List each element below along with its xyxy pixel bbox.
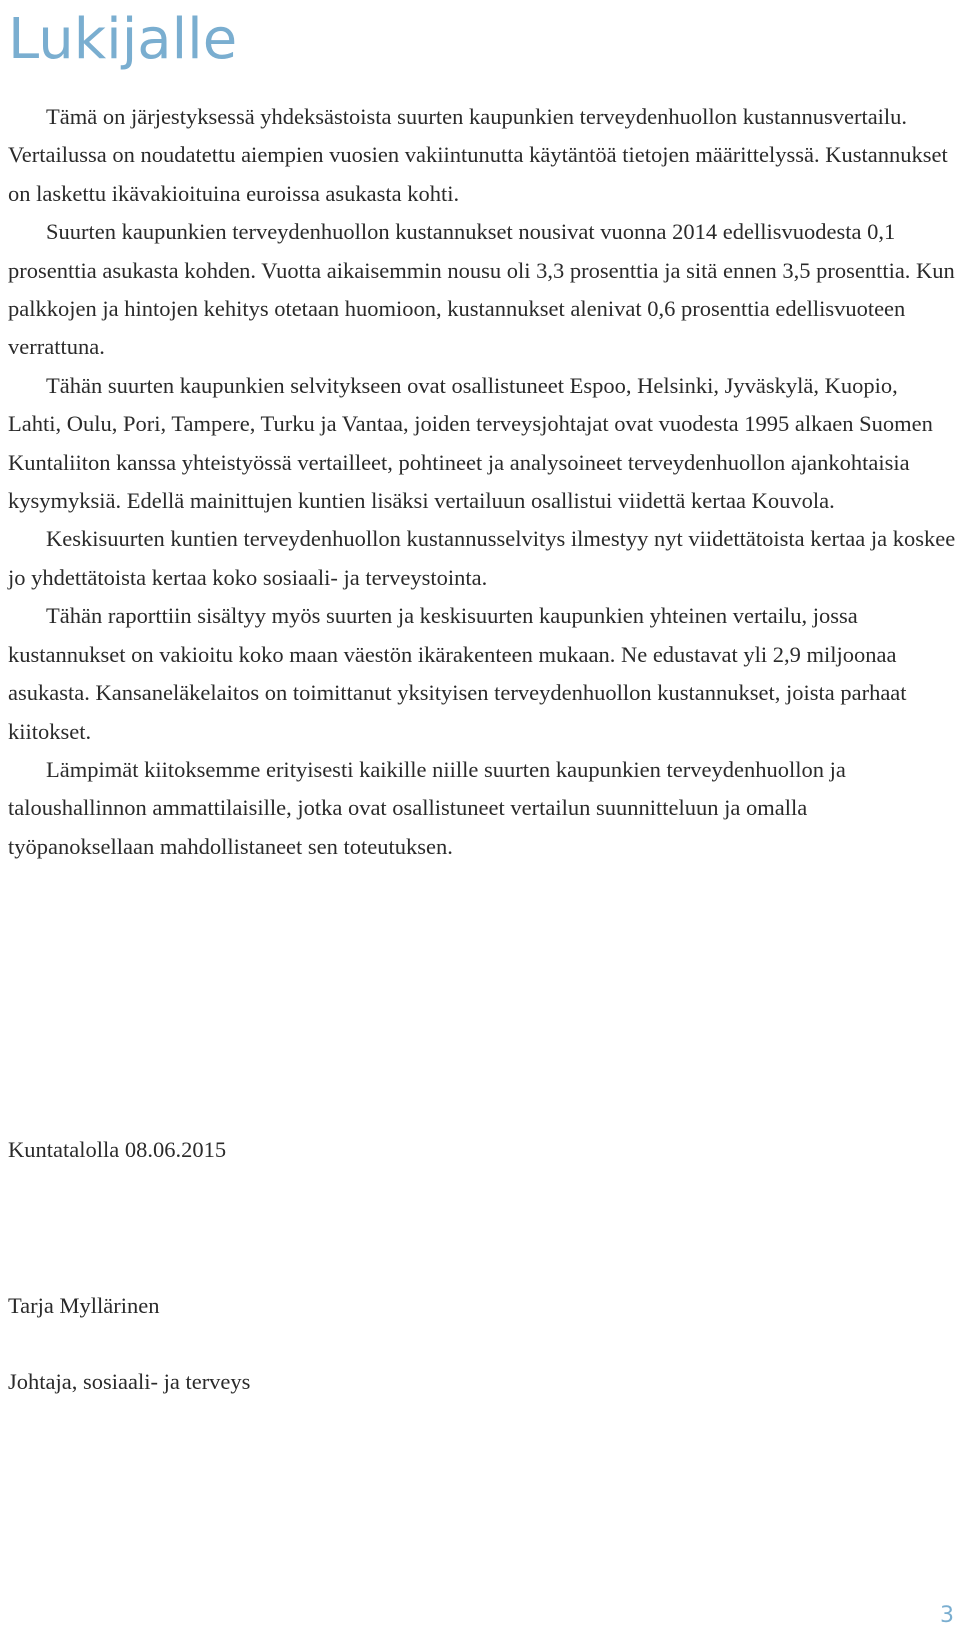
- body-text: [8, 98, 956, 866]
- paragraph-midsize-cities: Keskisuurten kuntien terveydenhuollon kustannusselvitys ilmestyy nyt viidettätoista kertaa ja koskee jo yhdettätoista kertaa koko sosiaali- ja terveystointa.: [8, 526, 956, 590]
- paragraph-thanks: Lämpimät kiitoksemme erityisesti kaikille niille suurten kaupunkien terveydenhuollon ja taloushallinnon ammattilaisille, jotka ovat osallistuneet vertailun suunnitteluun ja omalla työpanoksellaan mahdollistaneet sen toteutuksen.: [8, 756, 846, 859]
- paragraph-cost-trend: Suurten kaupunkien terveydenhuollon kustannukset nousivat vuonna 2014 edellisvuodesta 0,1 prosenttia asukasta kohden. Vuotta aikaisemmin nousu oli 3,3 prosenttia ja sitä ennen 3,5 prosenttia. Kun palkkojen ja hintojen kehitys otetaan huomioon, kustannukset alenivat 0,6 prosenttia edellisvuoteen verrattuna.: [8, 219, 955, 360]
- signer-title: Johtaja, sosiaali- ja terveys: [8, 1369, 251, 1394]
- paragraph-joint-comparison: Tähän raporttiin sisältyy myös suurten ja keskisuurten kaupunkien yhteinen vertailu, jossa kustannukset on vakioitu koko maan väestön ikärakenteen mukaan. Ne edustavat yli 2,9 miljoonaa asukasta. Kansaneläkelaitos on toimittanut yksityisen terveydenhuollon kustannukset, joista parhaat kiitokset.: [8, 603, 907, 744]
- page-title: Lukijalle: [8, 7, 238, 72]
- page-number: 3: [940, 1603, 954, 1628]
- paragraph-participants: Tähän suurten kaupunkien selvitykseen ovat osallistuneet Espoo, Helsinki, Jyväskylä, Kuopio, Lahti, Oulu, Pori, Tampere, Turku ja Vantaa, joiden terveysjohtajat ovat vuodesta 1995 alkaen Suomen Kuntaliiton kanssa yhteistyössä vertailleet, pohtineet ja analysoineet terveydenhuollon ajankohtaisia kysymyksiä. Edellä mainittujen kuntien lisäksi vertailuun osallistui viidettä kertaa Kouvola.: [8, 372, 933, 514]
- signer-name: Tarja Myllärinen: [8, 1293, 160, 1318]
- place-date: Kuntatalolla 08.06.2015: [8, 1137, 227, 1162]
- paragraph-intro: Tämä on järjestyksessä yhdeksästoista suurten kaupunkien terveydenhuollon kustannusvertailu. Vertailussa on noudatettu aiempien vuosien vakiintunutta käytäntöä tietojen määrittelyssä. Kustannukset on laskettu ikävakioituina euroissa asukasta kohti.: [8, 104, 948, 206]
